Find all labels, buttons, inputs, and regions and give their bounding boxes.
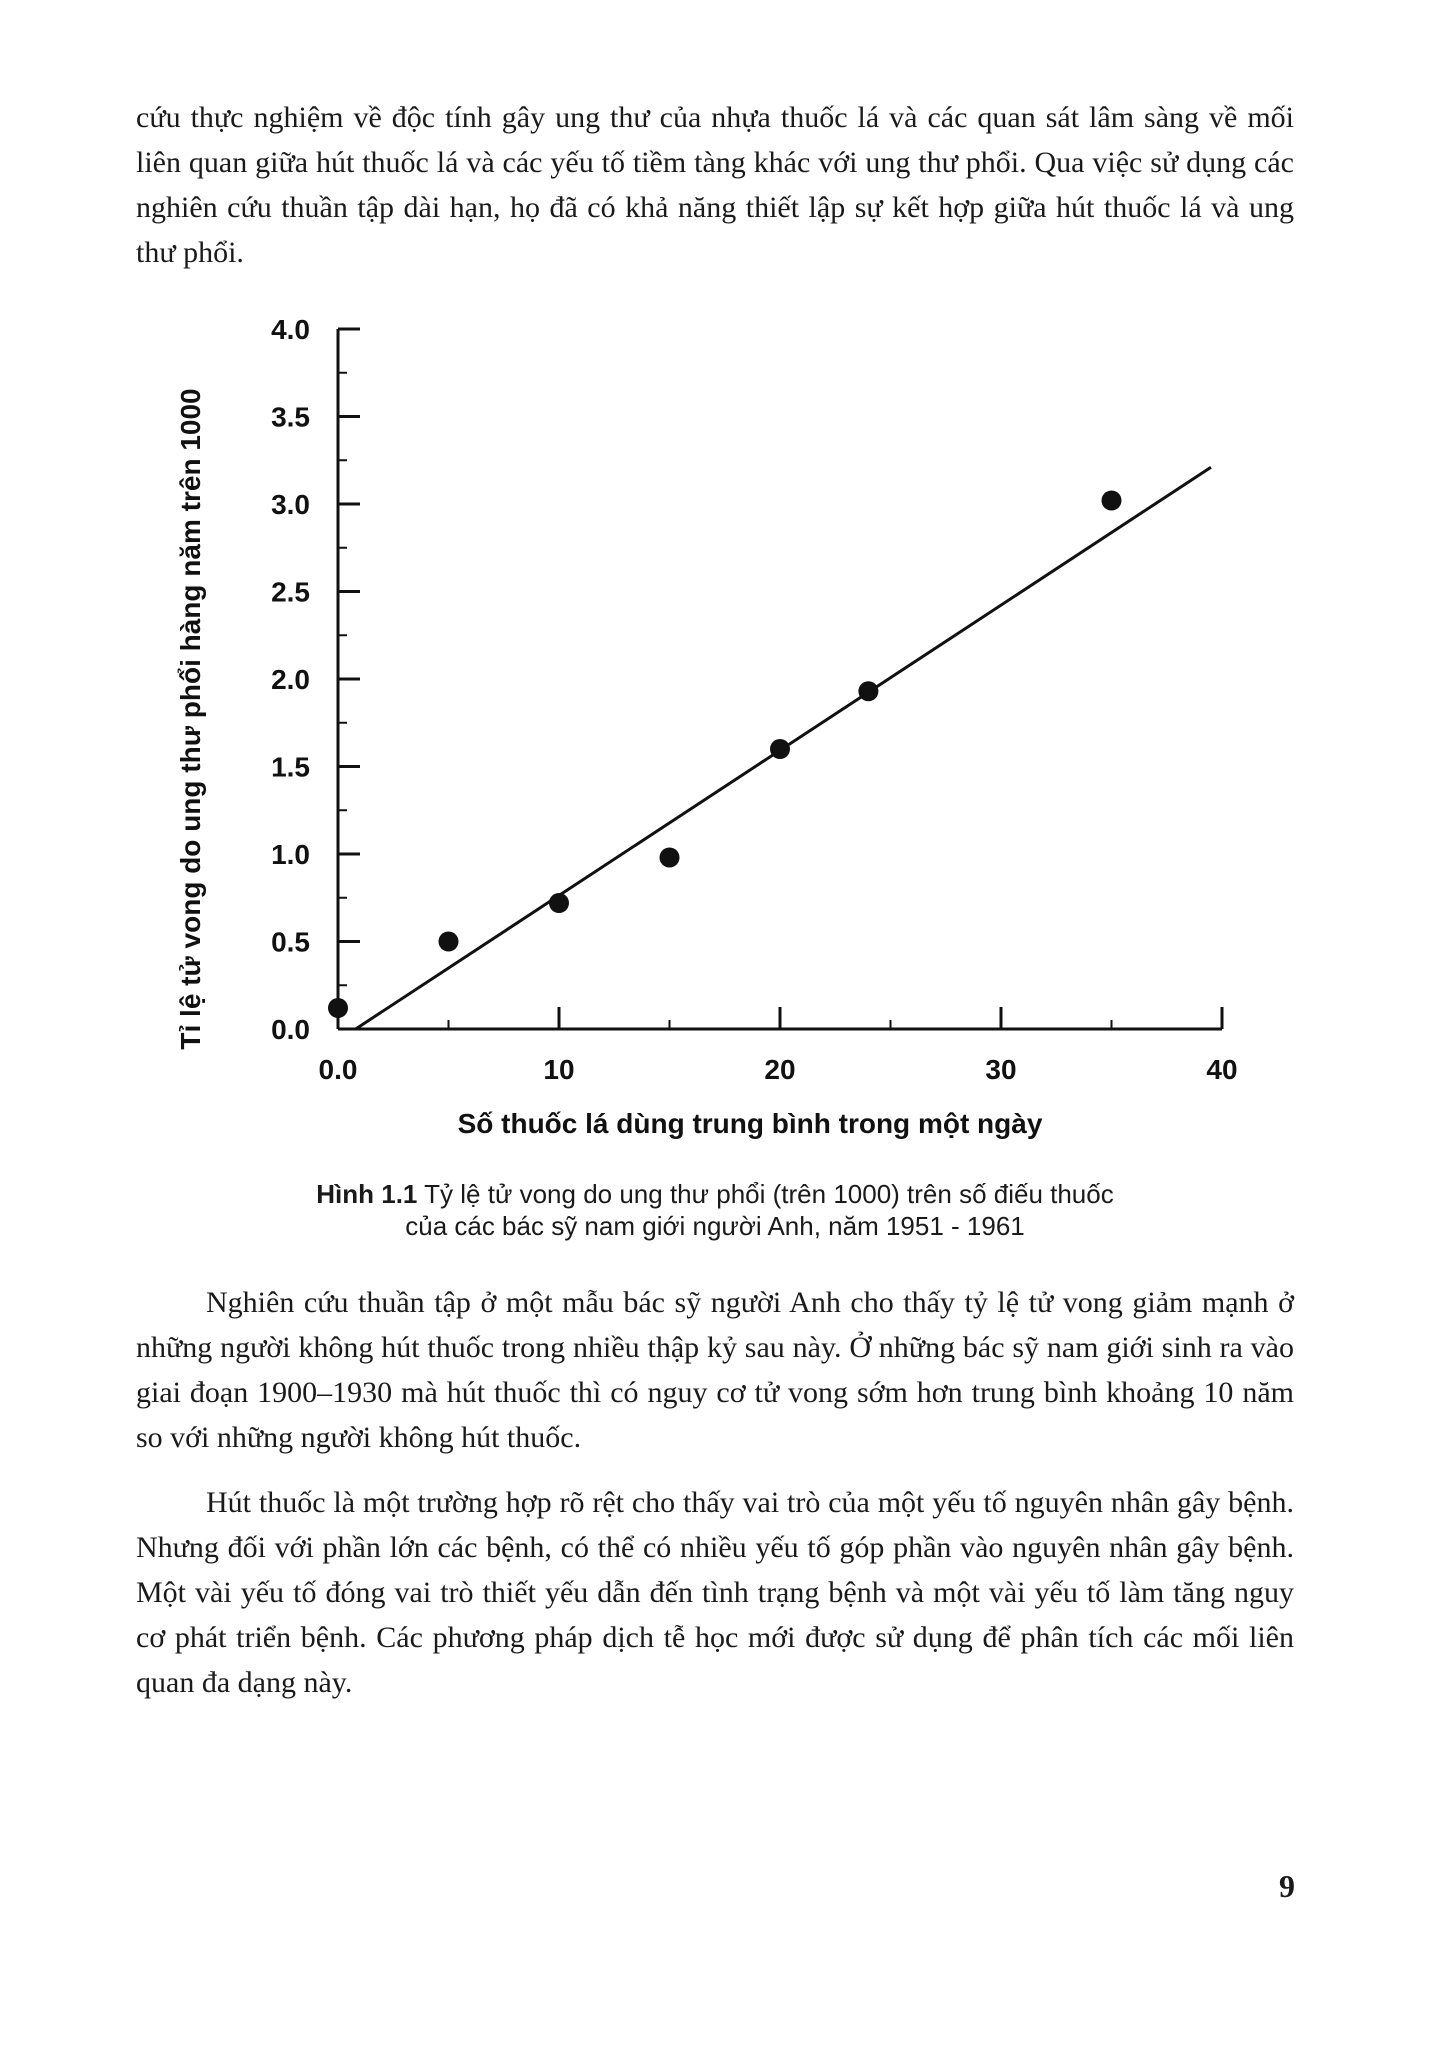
x-axis-label: Số thuốc lá dùng trung bình trong một ngày [457,1108,1043,1139]
x-tick-label: 30 [985,1054,1017,1085]
y-tick-label: 1.0 [271,839,310,870]
y-tick-label: 2.5 [271,576,310,608]
y-tick-label: 2.0 [271,664,310,695]
figure-caption [136,1178,1294,1242]
chart-axes [338,329,1222,1029]
x-tick-label: 10 [543,1054,575,1085]
chart-ticks [338,329,1222,1029]
paragraph-cohort: Nghiên cứu thuần tập ở một mẫu bác sỹ người Anh cho thấy tỷ lệ tử vong giảm mạnh ở những người không hút thuốc trong nhiều thập kỷ sau này. Ở những bác sỹ nam giới sinh ra vào giai đoạn 1900–1930 mà hút thuốc thì có nguy cơ tử vong sớm hơn trung bình khoảng 10 năm so với những người không hút thuốc. [136,1286,1294,1454]
x-tick-label: 20 [764,1054,796,1085]
data-point [328,998,348,1018]
data-point [770,739,790,759]
caption-line-1: Tỷ lệ tử vong do ung thư phổi (trên 1000) trên số điếu thuốc [424,1179,1114,1209]
paragraph-causation: Hút thuốc là một trường hợp rõ rệt cho thấy vai trò của một yếu tố nguyên nhân gây bệnh. Nhưng đối với phần lớn các bệnh, có thể có nhiều yếu tố góp phần vào nguyên nhân gây bệnh. Một vài yếu tố đóng vai trò thiết yếu dẫn đến tình trạng bệnh và một vài yếu tố làm tăng nguy cơ phát triển bệnh. Các phương pháp dịch tễ học mới được sử dụng để phân tích các mối liên quan đa dạng này. [136,1486,1294,1699]
data-point [549,893,569,913]
y-tick-label: 0.5 [271,926,310,958]
y-tick-label: 3.5 [271,401,310,433]
data-point [660,848,680,868]
y-tick-label: 3.0 [271,489,310,520]
x-tick-label: 0.0 [318,1054,358,1085]
figure-1-1 [150,300,1270,1175]
page-number: 9 [1279,1868,1295,1904]
caption-label: Hình 1.1 [316,1179,418,1209]
y-tick-label: 1.5 [271,751,310,783]
y-axis-label: Tỉ lệ tử vong do ung thư phổi hàng năm trên 1000 [175,388,206,1050]
data-point [439,932,459,952]
x-tick-label: 40 [1206,1054,1238,1085]
y-tick-label: 0.0 [271,1014,310,1045]
data-point [1102,491,1122,511]
y-tick-label: 4.0 [271,314,310,345]
data-point [858,681,878,701]
scatter-chart [150,300,1270,1170]
paragraph-intro: cứu thực nghiệm về độc tính gây ung thư của nhựa thuốc lá và các quan sát lâm sàng về mối liên quan giữa hút thuốc lá và các yếu tố tiềm tàng khác với ung thư phổi. Qua việc sử dụng các nghiên cứu thuần tập dài hạn, họ đã có khả năng thiết lập sự kết hợp giữa hút thuốc lá và ung thư phổi. [136,101,1294,269]
caption-line-2: của các bác sỹ nam giới người Anh, năm 1951 - 1961 [405,1211,1025,1241]
chart-points [328,491,1122,1019]
